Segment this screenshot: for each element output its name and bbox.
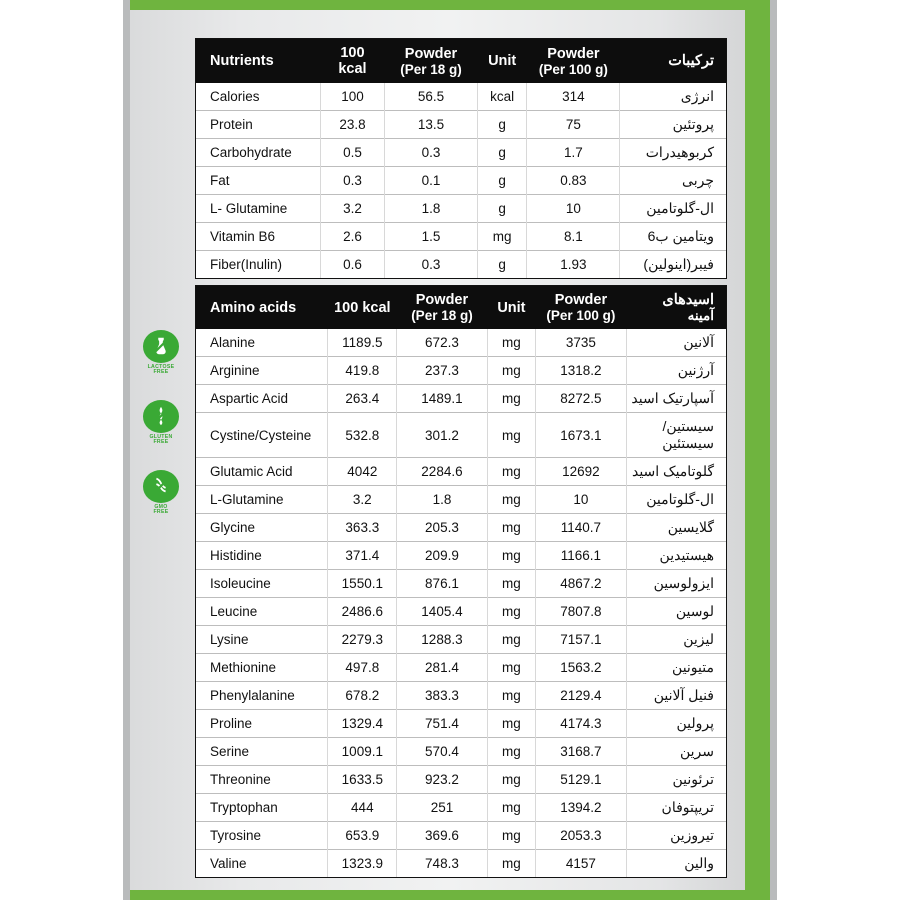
lactose-free-label-1: LACTOSE [147,363,175,370]
row-100kcal: 3.2 [328,486,397,514]
row-powder-per-100g: 4157 [536,850,626,878]
row-unit: mg [487,357,536,385]
row-powder-per-18g: 0.3 [385,139,478,167]
table-row [196,542,726,570]
row-powder-per-18g: 1.8 [397,486,487,514]
row-100kcal: 653.9 [328,822,397,850]
table-row [196,738,726,766]
nutrients-table [195,38,727,279]
row-name: L- Glutamine [196,195,320,223]
row-name: Leucine [196,598,328,626]
row-name: Carbohydrate [196,139,320,167]
row-powder-per-18g: 1288.3 [397,626,487,654]
table-row [196,329,726,357]
row-powder-per-18g: 751.4 [397,710,487,738]
table-row [196,570,726,598]
row-name: Lysine [196,626,328,654]
row-name: Glutamic Acid [196,458,328,486]
row-name-fa: متیونین [626,654,726,682]
table-row [196,822,726,850]
row-powder-per-18g: 251 [397,794,487,822]
row-name-fa: هیستیدین [626,542,726,570]
row-unit: mg [487,542,536,570]
row-powder-per-100g: 4867.2 [536,570,626,598]
header-nutrients-fa: ترکیبات [620,39,726,83]
header-powder-per-100g-line2: (Per 100 g) [538,61,608,77]
row-powder-per-100g: 4174.3 [536,710,626,738]
table-row [196,486,726,514]
amino-acids-table-body [196,329,726,877]
table-row [196,413,726,458]
header-100kcal: 100 kcal [320,39,384,83]
row-100kcal: 678.2 [328,682,397,710]
row-100kcal: 263.4 [328,385,397,413]
nutrients-table-grid [196,39,726,278]
gluten-free-badge [138,400,184,446]
header-powder-per-100g-line1: Powder [554,292,608,308]
row-powder-per-100g: 10 [527,195,620,223]
row-100kcal: 1009.1 [328,738,397,766]
row-unit: mg [487,654,536,682]
row-100kcal: 23.8 [320,111,384,139]
row-unit: mg [487,385,536,413]
row-powder-per-18g: 281.4 [397,654,487,682]
row-powder-per-100g: 8272.5 [536,385,626,413]
row-powder-per-100g: 314 [527,83,620,111]
row-name-fa: ال-گلوتامین [620,195,726,223]
lactose-free-badge [138,330,184,376]
row-100kcal: 1189.5 [328,329,397,357]
row-100kcal: 1550.1 [328,570,397,598]
header-powder-per-18g [397,286,487,329]
header-powder-per-100g [536,286,626,329]
row-100kcal: 497.8 [328,654,397,682]
row-name-fa: آسپارتیک اسید [626,385,726,413]
table-row [196,626,726,654]
header-powder-per-18g-line1: Powder [404,45,458,62]
row-name-fa: چربی [620,167,726,195]
row-100kcal: 371.4 [328,542,397,570]
table-row [196,385,726,413]
table-row [196,139,726,167]
row-unit: kcal [477,83,527,111]
amino-acids-table-header [196,286,726,329]
row-name-fa: ایزولوسین [626,570,726,598]
row-unit: g [477,195,527,223]
label-edge-right [770,0,777,900]
nutrients-table-header [196,39,726,83]
row-name-fa: پروتئین [620,111,726,139]
row-powder-per-18g: 0.3 [385,251,478,279]
header-powder-per-18g [385,39,478,83]
header-unit: Unit [477,39,527,83]
row-name-fa: ترئونین [626,766,726,794]
row-name-fa: تیروزین [626,822,726,850]
table-row [196,251,726,279]
row-powder-per-18g: 748.3 [397,850,487,878]
row-100kcal: 4042 [328,458,397,486]
row-powder-per-100g: 1.7 [527,139,620,167]
row-powder-per-18g: 570.4 [397,738,487,766]
header-powder-per-18g-line2: (Per 18 g) [400,61,462,77]
row-powder-per-100g: 1394.2 [536,794,626,822]
row-100kcal: 363.3 [328,514,397,542]
row-powder-per-100g: 1140.7 [536,514,626,542]
label-right-green-band [745,0,770,900]
header-unit: Unit [487,286,536,329]
row-100kcal: 419.8 [328,357,397,385]
row-unit: g [477,251,527,279]
row-powder-per-100g: 0.83 [527,167,620,195]
row-name: Threonine [196,766,328,794]
header-powder-per-18g-line2: (Per 18 g) [411,308,473,324]
row-powder-per-18g: 1489.1 [397,385,487,413]
row-name-fa: لوسین [626,598,726,626]
gmo-free-badge [138,470,184,516]
table-row [196,83,726,111]
row-unit: mg [487,626,536,654]
row-name-fa: والین [626,850,726,878]
label-bottom-green-band [130,890,770,900]
row-name-fa: فیبر(اینولین) [620,251,726,279]
row-powder-per-100g: 2053.3 [536,822,626,850]
table-row [196,850,726,878]
row-powder-per-18g: 209.9 [397,542,487,570]
row-name: Histidine [196,542,328,570]
table-row [196,682,726,710]
row-powder-per-100g: 7157.1 [536,626,626,654]
row-unit: g [477,111,527,139]
gmo-free-icon [143,470,179,503]
row-unit: mg [487,458,536,486]
row-name: Arginine [196,357,328,385]
row-name: Aspartic Acid [196,385,328,413]
row-powder-per-100g: 1673.1 [536,413,626,458]
row-name: Isoleucine [196,570,328,598]
table-row [196,654,726,682]
row-unit: mg [487,794,536,822]
row-powder-per-18g: 237.3 [397,357,487,385]
table-row [196,598,726,626]
table-header-row [196,39,726,83]
row-name: Phenylalanine [196,682,328,710]
header-100kcal: 100 kcal [328,286,397,329]
row-100kcal: 0.3 [320,167,384,195]
row-name: Methionine [196,654,328,682]
row-name-fa: سرین [626,738,726,766]
row-100kcal: 0.6 [320,251,384,279]
row-powder-per-18g: 383.3 [397,682,487,710]
table-header-row [196,286,726,329]
table-row [196,794,726,822]
row-name: Valine [196,850,328,878]
row-name: Alanine [196,329,328,357]
row-powder-per-18g: 0.1 [385,167,478,195]
row-name-fa: گلوتامیک اسید [626,458,726,486]
table-row [196,710,726,738]
row-name-fa: تریپتوفان [626,794,726,822]
label-top-green-band [130,0,770,10]
row-unit: mg [487,413,536,458]
row-name: Serine [196,738,328,766]
row-powder-per-100g: 75 [527,111,620,139]
row-powder-per-100g: 1563.2 [536,654,626,682]
row-name: Proline [196,710,328,738]
header-powder-per-100g [527,39,620,83]
row-unit: mg [487,682,536,710]
row-powder-per-100g: 1.93 [527,251,620,279]
row-name-fa: پرولین [626,710,726,738]
row-name-fa: انرژی [620,83,726,111]
row-powder-per-18g: 301.2 [397,413,487,458]
row-unit: mg [487,329,536,357]
row-unit: mg [487,598,536,626]
row-name-fa: آرژنین [626,357,726,385]
row-powder-per-100g: 1318.2 [536,357,626,385]
table-row [196,167,726,195]
row-name-fa: آلانین [626,329,726,357]
header-amino-acids: Amino acids [196,286,328,329]
row-powder-per-100g: 2129.4 [536,682,626,710]
row-100kcal: 2.6 [320,223,384,251]
gmo-free-label-2: FREE [153,509,169,516]
row-name: Tyrosine [196,822,328,850]
header-amino-acids-fa [626,286,726,329]
row-name: Fat [196,167,320,195]
row-unit: mg [487,766,536,794]
row-powder-per-18g: 923.2 [397,766,487,794]
row-unit: mg [487,486,536,514]
row-100kcal: 2486.6 [328,598,397,626]
lactose-free-label-2: FREE [153,369,169,376]
row-100kcal: 1633.5 [328,766,397,794]
row-100kcal: 444 [328,794,397,822]
table-row [196,357,726,385]
row-unit: g [477,167,527,195]
row-powder-per-18g: 876.1 [397,570,487,598]
lactose-free-icon [143,330,179,363]
row-powder-per-18g: 1.8 [385,195,478,223]
header-powder-per-18g-line1: Powder [415,292,469,308]
gmo-free-label-1: GMO [154,503,168,510]
label-edge-left [123,0,130,900]
nutrients-table-body [196,83,726,278]
table-row [196,458,726,486]
row-powder-per-18g: 2284.6 [397,458,487,486]
row-100kcal: 3.2 [320,195,384,223]
row-unit: mg [487,710,536,738]
row-name-fa: ویتامین ب6 [620,223,726,251]
row-name: Glycine [196,514,328,542]
row-unit: mg [487,738,536,766]
row-name: Fiber(Inulin) [196,251,320,279]
row-unit: mg [477,223,527,251]
row-100kcal: 0.5 [320,139,384,167]
row-100kcal: 1323.9 [328,850,397,878]
row-powder-per-100g: 8.1 [527,223,620,251]
header-amino-acids-fa-line1: اسیدهای [662,292,714,308]
row-name: Cystine/Cysteine [196,413,328,458]
header-amino-acids-fa-line2: آمینه [687,308,714,324]
row-powder-per-18g: 56.5 [385,83,478,111]
row-powder-per-18g: 369.6 [397,822,487,850]
row-name: Protein [196,111,320,139]
row-unit: mg [487,822,536,850]
row-name-fa: کربوهیدرات [620,139,726,167]
header-powder-per-100g-line2: (Per 100 g) [546,308,616,324]
table-row [196,111,726,139]
row-powder-per-100g: 5129.1 [536,766,626,794]
table-row [196,195,726,223]
gluten-free-label-1: GLUTEN [149,433,173,440]
row-name-fa: ال-گلوتامین [626,486,726,514]
row-100kcal: 2279.3 [328,626,397,654]
row-powder-per-100g: 10 [536,486,626,514]
row-powder-per-18g: 205.3 [397,514,487,542]
row-powder-per-18g: 1405.4 [397,598,487,626]
row-powder-per-18g: 13.5 [385,111,478,139]
row-name-fa: لیزین [626,626,726,654]
row-name-fa: گلایسین [626,514,726,542]
row-powder-per-100g: 3168.7 [536,738,626,766]
row-100kcal: 532.8 [328,413,397,458]
certification-badges [138,330,196,540]
row-unit: g [477,139,527,167]
amino-acids-table [195,285,727,878]
gluten-free-icon [143,400,179,433]
row-name: Vitamin B6 [196,223,320,251]
row-name: L-Glutamine [196,486,328,514]
row-unit: mg [487,570,536,598]
gluten-free-label-2: FREE [153,439,169,446]
table-row [196,766,726,794]
header-powder-per-100g-line1: Powder [547,45,600,62]
row-name-fa: سیستین/سیستئین [626,413,726,458]
row-name-fa: فنیل آلانین [626,682,726,710]
header-nutrients: Nutrients [196,39,320,83]
row-name: Calories [196,83,320,111]
amino-acids-table-grid [196,286,726,877]
row-unit: mg [487,514,536,542]
row-powder-per-100g: 12692 [536,458,626,486]
row-powder-per-100g: 1166.1 [536,542,626,570]
row-100kcal: 100 [320,83,384,111]
row-powder-per-18g: 672.3 [397,329,487,357]
row-powder-per-100g: 7807.8 [536,598,626,626]
row-powder-per-100g: 3735 [536,329,626,357]
row-100kcal: 1329.4 [328,710,397,738]
row-powder-per-18g: 1.5 [385,223,478,251]
row-name: Tryptophan [196,794,328,822]
table-row [196,514,726,542]
table-row [196,223,726,251]
row-unit: mg [487,850,536,878]
